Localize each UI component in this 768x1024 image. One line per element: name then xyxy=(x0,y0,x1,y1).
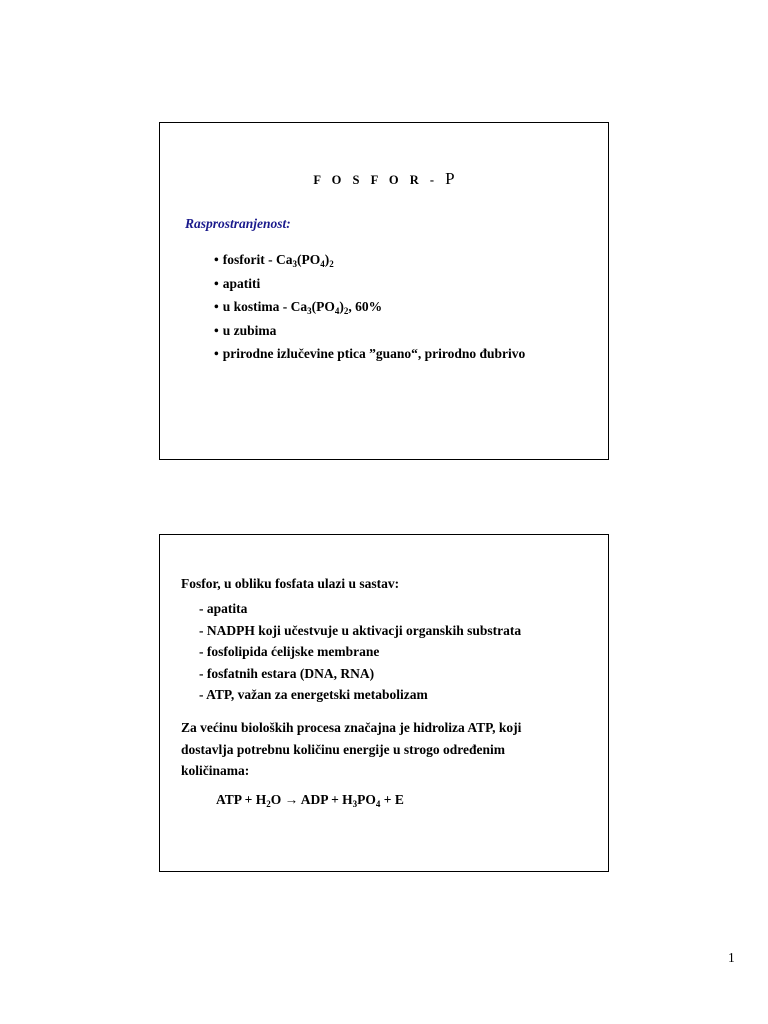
paragraph-line: količinama: xyxy=(181,763,250,778)
bullet-list xyxy=(214,248,525,366)
text-run: , 60% xyxy=(348,299,383,314)
list-item: - fosfolipida ćelijske membrane xyxy=(199,644,380,660)
chemical-equation xyxy=(216,792,404,808)
subscript: 4 xyxy=(320,259,325,269)
paragraph xyxy=(181,717,591,782)
subscript: 3 xyxy=(292,259,297,269)
text-run: ATP + H xyxy=(216,792,267,807)
text-run: (PO xyxy=(296,252,321,267)
bullet-item xyxy=(214,272,525,296)
subscript: 2 xyxy=(329,259,334,269)
text-run: apatiti xyxy=(222,275,261,291)
text-run: + E xyxy=(380,792,404,807)
text-run: u kostima - Ca xyxy=(222,299,308,314)
subscript: 4 xyxy=(375,799,381,809)
slide-title xyxy=(160,169,608,189)
section-label: Rasprostranjenost: xyxy=(185,216,291,231)
text-run: ) xyxy=(324,252,330,267)
subscript: 3 xyxy=(352,799,358,809)
bullet-icon: • xyxy=(214,346,219,361)
bullet-item xyxy=(214,295,525,319)
title-letters: F O S F O R - xyxy=(313,173,439,187)
paragraph-line: dostavlja potrebnu količinu energije u strogo određenim xyxy=(181,741,506,757)
text-run: ) xyxy=(339,299,344,314)
bullet-icon: • xyxy=(214,252,219,267)
slide-1 xyxy=(159,122,609,460)
dash-list xyxy=(199,598,521,706)
text-run: prirodne izlučevine ptica ”guano“, prirodno đubrivo xyxy=(222,346,526,361)
text-run: fosforit - Ca xyxy=(222,252,293,267)
bullet-icon: • xyxy=(214,299,219,314)
bullet-item xyxy=(214,248,525,272)
subscript: 3 xyxy=(307,306,312,316)
paragraph-line: Za većinu bioloških procesa značajna je hidroliza ATP, koji xyxy=(181,720,522,735)
intro-text: Fosfor, u obliku fosfata ulazi u sastav: xyxy=(181,576,400,591)
text-run: O → ADP + H xyxy=(270,792,353,807)
text-run: PO xyxy=(357,792,376,807)
list-item: - NADPH koji učestvuje u aktivacji organskih substrata xyxy=(199,622,522,638)
subscript: 4 xyxy=(334,306,340,316)
bullet-icon: • xyxy=(214,275,219,291)
subscript: 2 xyxy=(266,799,271,809)
bullet-item xyxy=(214,342,525,366)
list-item: - fosfatnih estara (DNA, RNA) xyxy=(199,665,375,681)
bullet-icon: • xyxy=(214,322,219,338)
bullet-item xyxy=(214,319,525,343)
list-item: - ATP, važan za energetski metabolizam xyxy=(199,687,428,703)
title-element-symbol: P xyxy=(445,169,455,188)
slide-2 xyxy=(159,534,609,872)
list-item: - apatita xyxy=(199,601,248,616)
text-run: (PO xyxy=(311,299,335,314)
page-number: 1 xyxy=(728,950,735,965)
text-run: u zubima xyxy=(222,322,277,338)
subscript: 2 xyxy=(343,306,349,316)
